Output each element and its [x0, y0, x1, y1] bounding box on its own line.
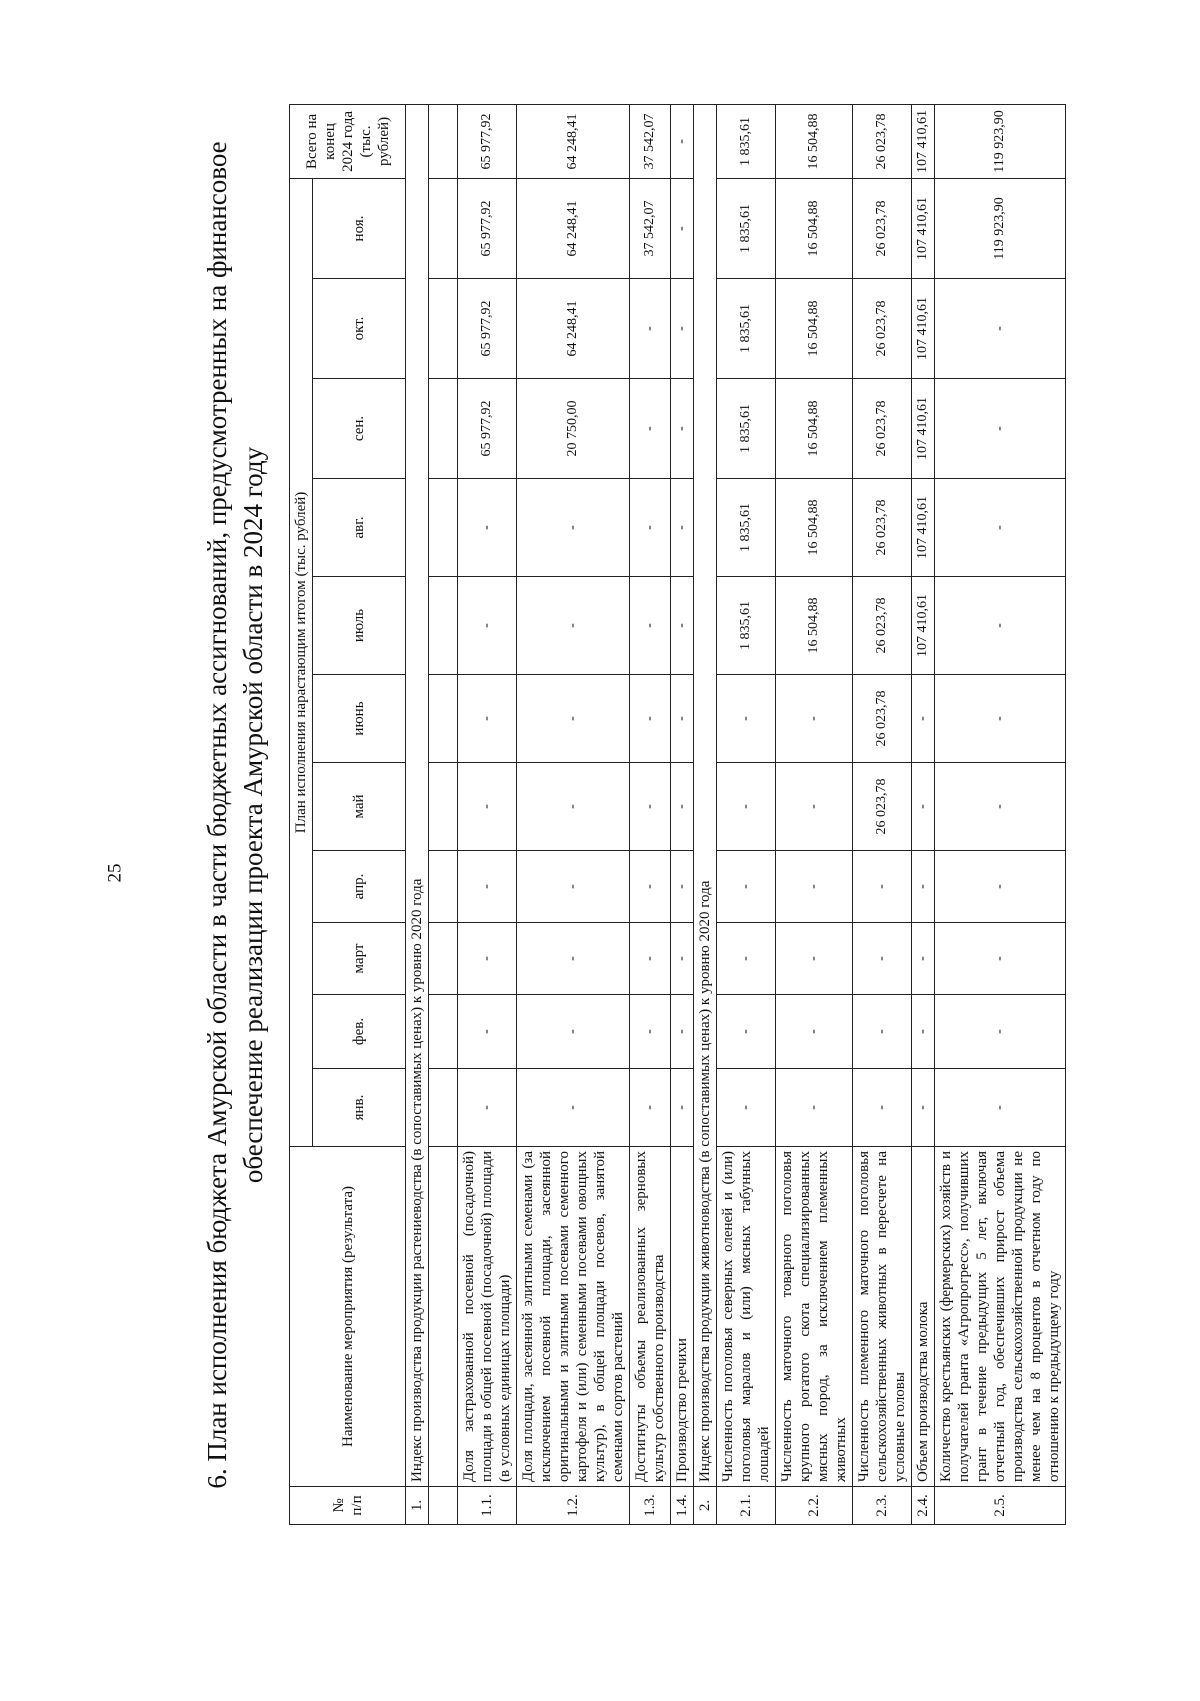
month-value: -: [630, 675, 671, 763]
month-value: 26 023,78: [853, 577, 912, 675]
month-value: -: [458, 995, 517, 1069]
header-month: апр.: [313, 851, 406, 923]
header-number: № п/п: [290, 1487, 406, 1525]
month-value: -: [671, 577, 694, 675]
month-value: -: [717, 763, 776, 851]
empty-cell: [429, 104, 458, 178]
activity-name: Численность маточного товарного поголовья крупного рогатого скота специализированных мясных пород, за исключением племенных животных: [776, 1147, 853, 1487]
month-value: -: [517, 577, 630, 675]
row-number: 1.3.: [630, 1487, 671, 1525]
month-value: 107 410,61: [912, 178, 935, 278]
month-value: -: [776, 675, 853, 763]
year-total: 65 977,92: [458, 104, 517, 178]
section-row: [694, 104, 717, 1524]
month-value: -: [630, 379, 671, 479]
year-total: 26 023,78: [853, 104, 912, 178]
year-total: -: [671, 104, 694, 178]
row-number: 1.2.: [517, 1487, 630, 1525]
empty-cell: [429, 479, 458, 577]
month-value: -: [458, 851, 517, 923]
header-month: июнь: [313, 675, 406, 763]
page-number: 25: [104, 863, 126, 883]
empty-cell: [429, 279, 458, 379]
month-value: -: [912, 1069, 935, 1147]
month-value: 26 023,78: [853, 675, 912, 763]
header-month: авг.: [313, 479, 406, 577]
month-value: 119 923,90: [935, 178, 1066, 278]
row-number: 2.5.: [935, 1487, 1066, 1525]
month-value: -: [912, 995, 935, 1069]
empty-cell: [429, 675, 458, 763]
row-number: 2.1.: [717, 1487, 776, 1525]
row-number: 1.1.: [458, 1487, 517, 1525]
year-total: 16 504,88: [776, 104, 853, 178]
row-number: 1.: [406, 1487, 429, 1525]
budget-table-wrapper: [289, 105, 1066, 1525]
document-title: [195, 105, 277, 1525]
month-value: -: [517, 1069, 630, 1147]
header-total: Всего на конец 2024 года (тыс. рублей): [290, 104, 406, 178]
month-value: -: [935, 279, 1066, 379]
activity-name: Доля площади, засеянной элитными семенами (за исключением посевной площади, засеянной оригинальными и элитными посевами семенного картофеля и (или) семенными посевами овощных культур), в общей площади посевов, занятой семенами сортов растений: [517, 1147, 630, 1487]
month-value: -: [630, 923, 671, 995]
empty-cell: [429, 1147, 458, 1487]
month-value: -: [458, 577, 517, 675]
month-value: -: [935, 479, 1066, 577]
month-value: -: [776, 1069, 853, 1147]
empty-cell: [429, 379, 458, 479]
month-value: -: [776, 923, 853, 995]
month-value: -: [458, 675, 517, 763]
month-value: -: [630, 577, 671, 675]
month-value: -: [935, 923, 1066, 995]
month-value: -: [776, 851, 853, 923]
month-value: 37 542,07: [630, 178, 671, 278]
month-value: -: [717, 1069, 776, 1147]
header-month: ноя.: [313, 178, 406, 278]
table-row: [776, 104, 853, 1524]
table-row: [717, 104, 776, 1524]
month-value: 26 023,78: [853, 763, 912, 851]
month-value: 1 835,61: [717, 178, 776, 278]
month-value: -: [671, 995, 694, 1069]
header-activity-name: Наименование мероприятия (результата): [290, 1147, 406, 1487]
year-total: 64 248,41: [517, 104, 630, 178]
month-value: -: [671, 178, 694, 278]
activity-name: Объем производства молока: [912, 1147, 935, 1487]
empty-cell: [429, 178, 458, 278]
month-value: 1 835,61: [717, 379, 776, 479]
section-title: Индекс производства продукции растениеводства (в сопоставимых ценах) к уровню 2020 года: [406, 104, 429, 1486]
month-value: -: [912, 923, 935, 995]
empty-cell: [429, 923, 458, 995]
title-line-1: 6. План исполнения бюджета Амурской области в части бюджетных ассигнований, предусмотренных на финансовое: [202, 141, 232, 1489]
month-value: 16 504,88: [776, 279, 853, 379]
month-value: 107 410,61: [912, 279, 935, 379]
month-value: -: [671, 1069, 694, 1147]
empty-cell: [429, 851, 458, 923]
activity-name: Доля застрахованной посевной (посадочной) площади в общей посевной (посадочной) площади (в условных единицах площади): [458, 1147, 517, 1487]
month-value: -: [935, 379, 1066, 479]
month-value: -: [935, 675, 1066, 763]
month-value: -: [671, 763, 694, 851]
month-value: 65 977,92: [458, 178, 517, 278]
month-value: -: [630, 479, 671, 577]
month-value: 1 835,61: [717, 577, 776, 675]
month-value: 64 248,41: [517, 178, 630, 278]
month-value: 107 410,61: [912, 379, 935, 479]
rotated-document: [195, 105, 1062, 1525]
empty-cell: [429, 577, 458, 675]
month-value: 65 977,92: [458, 379, 517, 479]
month-value: -: [935, 1069, 1066, 1147]
month-value: -: [717, 923, 776, 995]
month-value: 1 835,61: [717, 479, 776, 577]
row-number: 2.2.: [776, 1487, 853, 1525]
month-value: -: [853, 851, 912, 923]
month-value: -: [630, 763, 671, 851]
month-value: -: [912, 851, 935, 923]
month-value: 16 504,88: [776, 379, 853, 479]
month-value: -: [912, 675, 935, 763]
header-month: июль: [313, 577, 406, 675]
month-value: -: [630, 995, 671, 1069]
month-value: -: [671, 923, 694, 995]
month-value: 16 504,88: [776, 479, 853, 577]
activity-name: Численность поголовья северных оленей и (или) поголовья маралов и (или) мясных табунных лошадей: [717, 1147, 776, 1487]
month-value: -: [458, 923, 517, 995]
month-value: -: [776, 763, 853, 851]
month-value: 64 248,41: [517, 279, 630, 379]
empty-cell: [429, 763, 458, 851]
header-month: май: [313, 763, 406, 851]
month-value: 16 504,88: [776, 577, 853, 675]
month-value: -: [776, 995, 853, 1069]
row-number: 2.: [694, 1487, 717, 1525]
month-value: 26 023,78: [853, 379, 912, 479]
month-value: -: [517, 479, 630, 577]
empty-cell: [429, 1487, 458, 1525]
month-value: -: [935, 577, 1066, 675]
month-value: -: [517, 923, 630, 995]
activity-name: Производство гречихи: [671, 1147, 694, 1487]
year-total: 119 923,90: [935, 104, 1066, 178]
row-number: 2.3.: [853, 1487, 912, 1525]
month-value: -: [671, 379, 694, 479]
month-value: -: [630, 851, 671, 923]
year-total: 1 835,61: [717, 104, 776, 178]
month-value: -: [671, 851, 694, 923]
month-value: 107 410,61: [912, 479, 935, 577]
activity-name: Достигнуты объемы реализованных зерновых культур собственного производства: [630, 1147, 671, 1487]
month-value: -: [935, 995, 1066, 1069]
month-value: -: [853, 995, 912, 1069]
empty-cell: [429, 1069, 458, 1147]
table-row: [630, 104, 671, 1524]
header-plan-group: План исполнения нарастающим итогом (тыс. рублей): [290, 178, 313, 1146]
empty-cell: [429, 995, 458, 1069]
table-row: [517, 104, 630, 1524]
month-value: -: [517, 995, 630, 1069]
month-value: -: [458, 1069, 517, 1147]
month-value: 107 410,61: [912, 577, 935, 675]
month-value: -: [853, 1069, 912, 1147]
budget-plan-table: [289, 104, 1066, 1525]
month-value: -: [671, 479, 694, 577]
month-value: -: [853, 923, 912, 995]
section-row: [406, 104, 429, 1524]
row-number: 1.4.: [671, 1487, 694, 1525]
month-value: 26 023,78: [853, 479, 912, 577]
month-value: -: [717, 995, 776, 1069]
month-value: -: [458, 479, 517, 577]
month-value: -: [671, 279, 694, 379]
section-title: Индекс производства продукции животноводства (в сопоставимых ценах) к уровню 2020 года: [694, 104, 717, 1486]
month-value: 65 977,92: [458, 279, 517, 379]
activity-name: Количество крестьянских (фермерских) хозяйств и получателей гранта «Агропрогресс», получивших грант в течение предыдущих 5 лет, включая отчетный год, обеспечивших прирост объема производства сельскохозяйственной продукции не менее чем на 8 процентов в отчетном году по отношению к предыдущему году: [935, 1147, 1066, 1487]
month-value: -: [517, 675, 630, 763]
month-value: -: [935, 763, 1066, 851]
header-month: окт.: [313, 279, 406, 379]
table-row: [912, 104, 935, 1524]
month-value: -: [458, 763, 517, 851]
month-value: 20 750,00: [517, 379, 630, 479]
header-month: март: [313, 923, 406, 995]
month-value: 26 023,78: [853, 279, 912, 379]
month-value: -: [517, 851, 630, 923]
row-number: 2.4.: [912, 1487, 935, 1525]
activity-name: Численность племенного маточного поголовья сельскохозяйственных животных в пересчете на условные головы: [853, 1147, 912, 1487]
year-total: 37 542,07: [630, 104, 671, 178]
header-month: сен.: [313, 379, 406, 479]
month-value: -: [717, 675, 776, 763]
month-value: -: [912, 763, 935, 851]
month-value: -: [671, 675, 694, 763]
month-value: 16 504,88: [776, 178, 853, 278]
table-row: [458, 104, 517, 1524]
table-row: [671, 104, 694, 1524]
month-value: 1 835,61: [717, 279, 776, 379]
month-value: -: [717, 851, 776, 923]
table-row: [853, 104, 912, 1524]
month-value: -: [630, 279, 671, 379]
title-line-2: обеспечение реализации проекта Амурской области в 2024 году: [238, 446, 268, 1184]
month-value: 26 023,78: [853, 178, 912, 278]
month-value: -: [935, 851, 1066, 923]
month-value: -: [630, 1069, 671, 1147]
year-total: 107 410,61: [912, 104, 935, 178]
spacer-row: [429, 104, 458, 1524]
month-value: -: [517, 763, 630, 851]
header-month: фев.: [313, 995, 406, 1069]
table-row: [935, 104, 1066, 1524]
header-month: янв.: [313, 1069, 406, 1147]
